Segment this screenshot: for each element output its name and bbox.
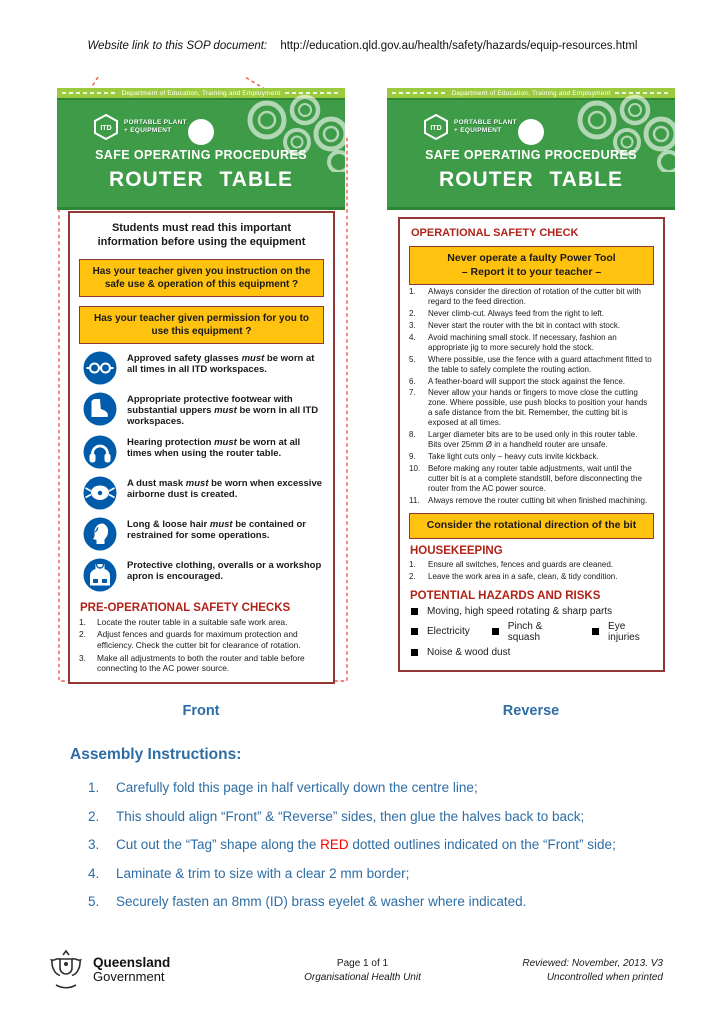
front-card-header: [57, 88, 345, 210]
operational-list: [409, 287, 654, 505]
apron-icon: [83, 558, 117, 592]
logo-line1: PORTABLE PLANT: [124, 118, 187, 126]
protective-footwear-icon: [83, 392, 117, 426]
assembly-instructions-heading: Assembly Instructions:: [70, 746, 242, 763]
list-item: 2. Leave the work area in a safe, clean, & tidy condition.: [409, 571, 618, 581]
ppe-row: [79, 435, 324, 469]
front-card-content: [68, 211, 335, 684]
hazards-list: [409, 606, 654, 658]
hazard-row: [411, 621, 654, 643]
hazards-heading: POTENTIAL HAZARDS AND RISKS: [410, 589, 601, 602]
reviewed-date: Reviewed: November, 2013. V3: [522, 958, 663, 969]
teacher-permission-question: Has your teacher given permission for you to use this equipment ?: [79, 306, 324, 344]
square-bullet-icon: [411, 628, 418, 635]
ppe-row: [79, 558, 324, 592]
housekeeping-list: [409, 560, 654, 582]
hazard-row: [411, 606, 654, 617]
list-item: 2. Adjust fences and guards for maximum protection and efficiency. Check the cutter bit for clearance of rotation.: [79, 629, 301, 651]
assembly-instructions-list: [88, 780, 678, 910]
pre-operational-list: [79, 617, 324, 674]
list-item: 3. Make all adjustments to both the router and table before connecting to the AC power source.: [79, 652, 305, 674]
website-link-line: [0, 40, 725, 52]
logo-line2: + EQUIPMENT: [124, 127, 172, 134]
department-banner-text: Department of Education, Training and Employment: [451, 89, 611, 97]
org-unit: Organisational Health Unit: [304, 972, 421, 983]
faulty-tool-warning: [409, 246, 654, 285]
department-banner-text: Department of Education, Training and Employment: [121, 89, 281, 97]
warning-line1: Never operate a faulty Power Tool: [447, 252, 616, 264]
list-item: 6. A feather-board will support the stock against the fence.: [409, 376, 626, 386]
itd-logo-text: [454, 119, 517, 135]
list-item: 9. Take light cuts only – heavy cuts invite kickback.: [409, 451, 599, 461]
itd-logo: [93, 114, 187, 140]
list-item: 7. Never allow your hands or fingers to move close the cutting zone. Where possible, use push blocks to position your hands a safe distance from the bit. Remember, the cutting bit is exposed at all times.: [409, 388, 648, 428]
eyelet-hole-marker: [518, 119, 544, 145]
ppe-text: Appropriate protective footwear with substantial uppers must be worn in all ITD workspaces.: [127, 393, 319, 428]
equipment-title: ROUTER TABLE: [109, 168, 293, 191]
operational-safety-heading: OPERATIONAL SAFETY CHECK: [411, 227, 579, 239]
equipment-title: ROUTER TABLE: [439, 168, 623, 191]
hazard-text: Noise & wood dust: [427, 646, 511, 658]
hazard-cell: [492, 621, 570, 643]
assembly-step: 2. This should align “Front” & “Reverse” sides, then glue the halves back to back;: [88, 808, 585, 824]
reverse-card-content: [398, 217, 665, 672]
ppe-text: Protective clothing, overalls or a workshop apron is encouraged.: [127, 559, 322, 583]
org-line1: Queensland: [93, 954, 171, 970]
list-item: 1. Always consider the direction of rotation of the cutter bit with regard to the feed direction.: [409, 287, 641, 307]
hazard-text: Electricity: [427, 626, 470, 638]
reverse-side-label: Reverse: [502, 703, 560, 719]
assembly-step: 1. Carefully fold this page in half vertically down the centre line;: [88, 780, 478, 795]
hazard-text: Eye injuries: [608, 620, 640, 643]
list-item: 5. Where possible, use the fence with a guard attachment fitted to the table to safely complete the routing action.: [409, 354, 652, 374]
footer-right: [522, 957, 663, 985]
ppe-row: [79, 476, 324, 510]
sop-subtitle: SAFE OPERATING PROCEDURES: [95, 148, 307, 162]
hazard-text: Pinch & squash: [507, 620, 543, 643]
assembly-step: 5. Securely fasten an 8mm (ID) brass eyelet & washer where indicated.: [88, 894, 527, 910]
hazard-cell: [592, 621, 654, 643]
ppe-row: [79, 517, 324, 551]
reverse-card-header: [387, 88, 675, 210]
hair-restraint-icon: [83, 517, 117, 551]
list-item: 8. Larger diameter bits are to be used only in this router table. Bits over 25mm Ø in a handheld router are unsafe.: [409, 430, 638, 449]
uncontrolled-note: Uncontrolled when printed: [546, 972, 663, 983]
housekeeping-heading: HOUSEKEEPING: [410, 545, 503, 558]
svg-text:ITD: ITD: [100, 125, 112, 132]
itd-logo-text: [124, 119, 187, 135]
ppe-text: Long & loose hair must be contained or restrained for some operations.: [127, 518, 306, 542]
ppe-text: Hearing protection must be worn at all times when using the router table.: [127, 436, 301, 460]
square-bullet-icon: [592, 628, 599, 635]
ppe-row: [79, 392, 324, 428]
square-bullet-icon: [411, 649, 418, 656]
ppe-text: Approved safety glasses must be worn at all times in all ITD workspaces.: [127, 352, 315, 375]
hearing-protection-icon: [83, 435, 117, 469]
warning-line2: – Report it to your teacher –: [461, 265, 602, 278]
list-item: 1. Ensure all switches, fences and guards are cleaned.: [409, 560, 613, 570]
hazard-text: Moving, high speed rotating & sharp parts: [427, 605, 613, 617]
front-side-label: Front: [182, 703, 220, 719]
rotational-direction-note: Consider the rotational direction of the bit: [409, 513, 654, 539]
page-number: Page 1 of 1: [336, 958, 389, 969]
safety-glasses-icon: [83, 351, 117, 385]
list-item: 2. Never climb-cut. Always feed from the right to left.: [409, 309, 605, 319]
sop-subtitle: SAFE OPERATING PROCEDURES: [425, 148, 637, 162]
itd-logo: [423, 114, 517, 140]
website-link-url[interactable]: http://education.qld.gov.au/health/safety/hazards/equip-resources.html: [280, 40, 638, 52]
dust-mask-icon: [83, 476, 117, 510]
logo-line1: PORTABLE PLANT: [454, 118, 517, 126]
hazard-row: [411, 647, 654, 658]
pre-operational-heading: PRE-OPERATIONAL SAFETY CHECKS: [80, 601, 291, 614]
red-word: RED: [320, 837, 349, 853]
eyelet-hole-marker: [188, 119, 214, 145]
square-bullet-icon: [411, 608, 418, 615]
itd-hexagon-icon: [93, 114, 119, 140]
ppe-text: A dust mask must be worn when excessive airborne dust is created.: [127, 477, 323, 501]
teacher-instruction-question: Has your teacher given you instruction on the safe use & operation of this equipment ?: [79, 259, 324, 297]
banner-dash-left: [62, 92, 117, 94]
org-line2: Government: [93, 969, 165, 985]
svg-text:ITD: ITD: [430, 125, 442, 132]
assembly-step: 3. Cut out the “Tag” shape along the RED dotted outlines indicated on the “Front” side;: [88, 837, 616, 853]
list-item: 1. Locate the router table in a suitable safe work area.: [79, 616, 288, 627]
list-item: 3. Never start the router with the bit in contact with stock.: [409, 321, 621, 330]
itd-hexagon-icon: [423, 114, 449, 140]
students-notice: Students must read this important information before using the equipment: [97, 222, 306, 249]
list-item: 10. Before making any router table adjustments, wait until the cutter bit is at a complete standstill, before disconnecting the router from the AC power source.: [409, 463, 642, 493]
logo-line2: + EQUIPMENT: [454, 127, 502, 134]
list-item: 11. Always remove the router cutting bit when finished machining.: [409, 495, 648, 505]
website-link-label: Website link to this SOP document:: [87, 40, 268, 52]
list-item: 4. Avoid machining small stock. If necessary, fashion an appropriate jig to more securely hold the stock.: [409, 332, 617, 352]
square-bullet-icon: [492, 628, 499, 635]
ppe-row: [79, 351, 324, 385]
banner-dash-left: [392, 92, 447, 94]
assembly-step: 4. Laminate & trim to size with a clear 2 mm border;: [88, 865, 410, 881]
